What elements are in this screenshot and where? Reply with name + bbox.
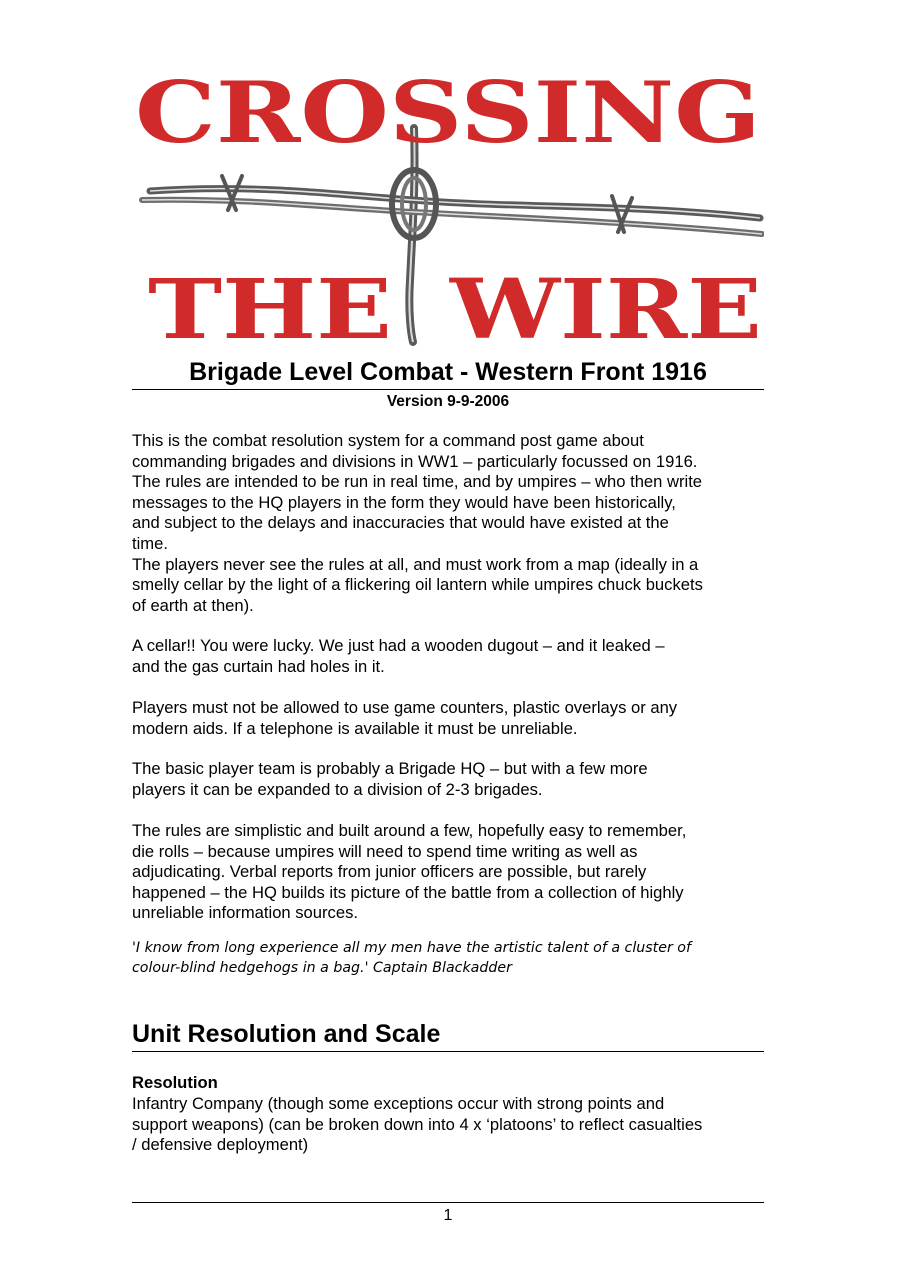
intro-paragraph <box>132 431 772 616</box>
text-line: commanding brigades and divisions in WW1 – particularly focussed on 1916. <box>132 451 698 471</box>
page-number: 1 <box>443 1207 453 1224</box>
version-label: Version 9-9-2006 <box>386 393 510 410</box>
logo-word-the: THE <box>148 262 392 358</box>
logo-word-wire: WIRE <box>448 262 762 358</box>
text-line: The rules are intended to be run in real time, and by umpires – who then write <box>132 472 703 492</box>
crossing-the-wire-logo <box>132 76 764 358</box>
footer-divider <box>132 1202 764 1203</box>
text-line: The basic player team is probably a Brigade HQ – but with a few more <box>132 759 648 778</box>
text-line: unreliable information sources. <box>132 903 358 923</box>
text-line: happened – the HQ builds its picture of the battle from a collection of highly <box>132 882 684 902</box>
text-line: of earth at then). <box>132 595 254 615</box>
text-line: die rolls – because umpires will need to spend time writing as well as <box>132 841 638 861</box>
section-divider <box>132 1051 764 1052</box>
logo-line-crossing: CROSSING <box>135 76 761 162</box>
text-line: adjudicating. Verbal reports from junior officers are possible, but rarely <box>132 862 647 882</box>
resolution-paragraph <box>132 1094 772 1156</box>
text-line: / defensive deployment) <box>132 1135 309 1155</box>
text-line: players it can be expanded to a division of 2-3 brigades. <box>132 779 543 799</box>
document-subtitle: Brigade Level Combat - Western Front 1916 <box>189 358 707 386</box>
rules-paragraph <box>132 821 772 924</box>
section-heading: Unit Resolution and Scale <box>132 1020 441 1048</box>
text-line: time. <box>132 533 168 553</box>
text-line: Infantry Company (though some exceptions occur with strong points and <box>132 1094 665 1113</box>
cellar-paragraph <box>132 636 772 677</box>
quote-line: colour-blind hedgehogs in a bag.' Captain Blackadder <box>132 959 512 976</box>
text-line: The rules are simplistic and built around a few, hopefully easy to remember, <box>132 821 687 840</box>
blackadder-quote <box>132 939 772 978</box>
header-divider <box>132 389 764 390</box>
text-line: This is the combat resolution system for a command post game about <box>132 431 644 450</box>
text-line: A cellar!! You were lucky. We just had a wooden dugout – and it leaked – <box>132 636 665 655</box>
text-line: smelly cellar by the light of a flickering oil lantern while umpires chuck buckets <box>132 575 703 595</box>
text-line: messages to the HQ players in the form they would have been historically, <box>132 492 676 512</box>
team-paragraph <box>132 759 772 800</box>
text-line: Players must not be allowed to use game counters, plastic overlays or any <box>132 698 678 717</box>
resolution-subheading: Resolution <box>132 1073 218 1092</box>
text-line: modern aids. If a telephone is available it must be unreliable. <box>132 718 578 738</box>
text-line: and the gas curtain had holes in it. <box>132 656 385 676</box>
text-line: support weapons) (can be broken down into 4 x ‘platoons’ to reflect casualties <box>132 1114 703 1134</box>
quote-line: 'I know from long experience all my men have the artistic talent of a cluster of <box>132 940 691 956</box>
text-line: and subject to the delays and inaccuracies that would have existed at the <box>132 513 669 533</box>
text-line: The players never see the rules at all, and must work from a map (ideally in a <box>132 554 699 574</box>
aids-paragraph <box>132 698 772 739</box>
